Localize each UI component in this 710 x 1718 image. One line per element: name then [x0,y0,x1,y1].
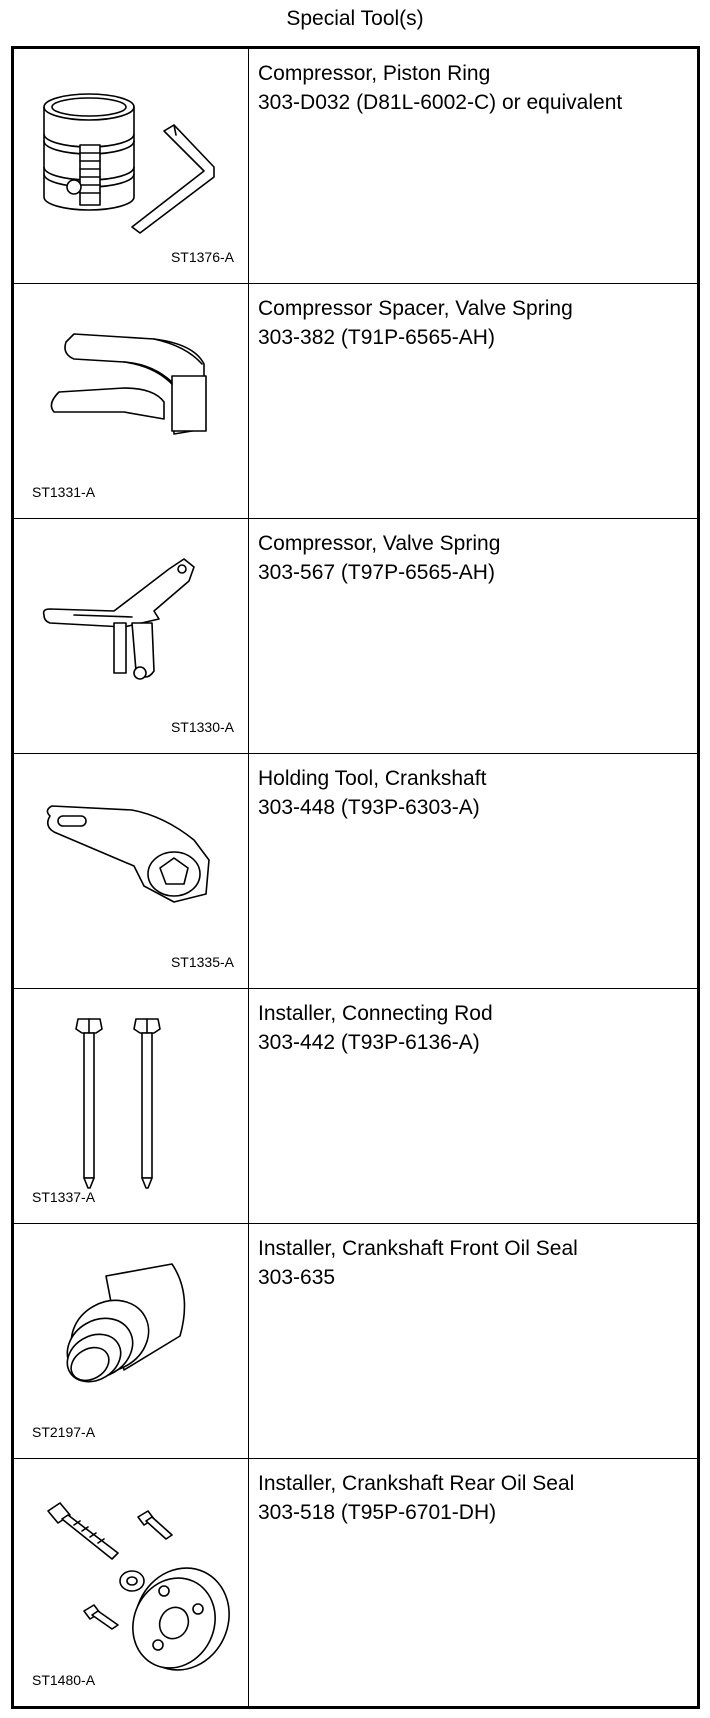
tool-code: ST2197-A [32,1424,96,1440]
tool-description [258,59,693,117]
tool-code: ST1376-A [170,249,234,265]
tool-part-number: 303-567 (T97P-6565-AH) [258,561,495,584]
tool-code: ST1480-A [32,1672,96,1688]
tool-part-number: 303-518 (T95P-6701-DH) [258,1501,497,1524]
tool-name: Installer, Crankshaft Rear Oil Seal [258,1472,575,1495]
tool-image-cell [14,519,249,753]
table-row [14,284,697,519]
tool-image-cell [14,754,249,988]
table-row [14,519,697,754]
tool-description [258,1234,693,1292]
tool-code: ST1335-A [170,954,234,970]
tool-image-cell [14,49,249,283]
tool-image-cell [14,284,249,518]
tool-part-number: 303-382 (T91P-6565-AH) [258,326,495,349]
tool-part-number: 303-448 (T93P-6303-A) [258,796,480,819]
tool-image-cell [14,1459,249,1706]
rear-oil-seal-installer-icon [14,1459,249,1706]
special-tools-table [11,46,700,1709]
tool-description [258,1469,693,1527]
tool-name: Holding Tool, Crankshaft [258,767,487,790]
tool-code: ST1331-A [32,484,96,500]
tool-part-number: 303-D032 (D81L-6002-C) or equivalent [258,91,623,114]
tool-image-cell [14,1224,249,1458]
tool-code: ST1337-A [32,1189,96,1205]
tool-description [258,764,693,822]
tool-part-number: 303-442 (T93P-6136-A) [258,1031,480,1054]
table-row [14,1224,697,1459]
tool-name: Installer, Crankshaft Front Oil Seal [258,1237,578,1260]
tool-part-number: 303-635 [258,1266,336,1289]
tool-name: Installer, Connecting Rod [258,1002,493,1025]
tool-code: ST1330-A [170,719,234,735]
table-row [14,989,697,1224]
tool-name: Compressor, Valve Spring [258,532,501,555]
table-row [14,1459,697,1706]
tool-description [258,294,693,352]
tool-description [258,529,693,587]
table-row [14,754,697,989]
page-title: Special Tool(s) [286,7,424,30]
tool-name: Compressor Spacer, Valve Spring [258,297,573,320]
tool-image-cell [14,989,249,1223]
table-row [14,49,697,284]
tool-description [258,999,693,1057]
tool-name: Compressor, Piston Ring [258,62,491,85]
